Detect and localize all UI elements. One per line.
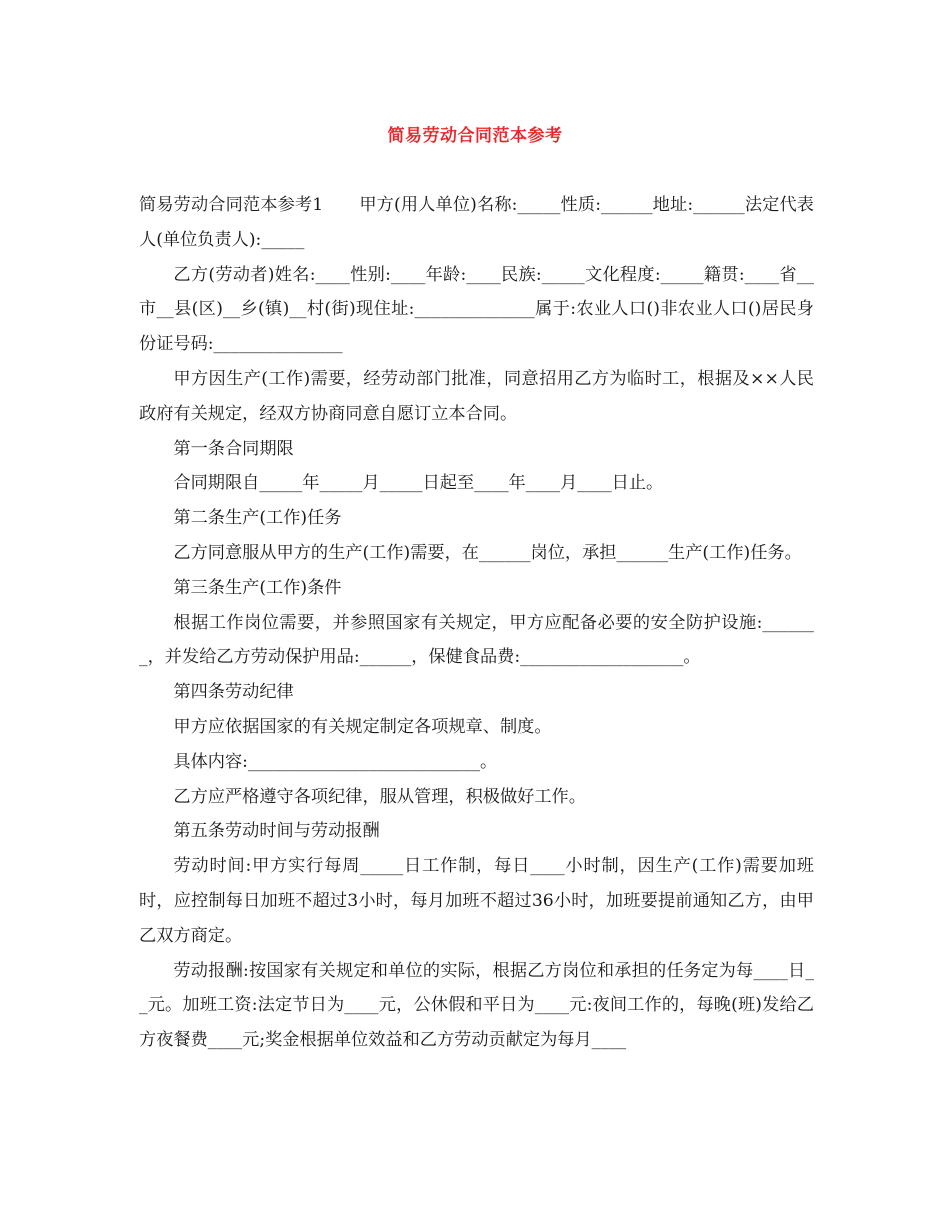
article-5-title: 第五条劳动时间与劳动报酬	[173, 821, 380, 842]
article-2-text: 乙方同意服从甲方的生产(工作)需要，在______岗位，承担______生产(工作)任务。	[173, 542, 802, 563]
intro-paragraph	[139, 188, 814, 258]
article-4-title: 第四条劳动纪律	[173, 682, 294, 703]
article-5-text-1: 劳动时间:甲方实行每周_____日工作制，每日____小时制，因生产(工作)需要加班时，应控制每日加班不超过3小时，每月加班不超过36小时，加班要提前通知乙方，由甲乙双方商定。	[139, 856, 814, 946]
article-1-title: 第一条合同期限	[173, 438, 294, 459]
article-2-title: 第二条生产(工作)任务	[173, 508, 342, 529]
article-3-text: 根据工作岗位需要，并参照国家有关规定，甲方应配备必要的安全防护设施:_______，并发给乙方劳动保护用品:______，保健食品费:___________________。	[139, 612, 814, 668]
document-body	[139, 188, 814, 1058]
party-a-info: 甲方(用人单位)名称:_____性质:______地址:______法定代表人(单位负责人):_____	[139, 195, 814, 250]
article-5-text-2: 劳动报酬:按国家有关规定和单位的实际，根据乙方岗位和承担的任务定为每____日__元。加班工资:法定节日为____元，公休假和平日为____元:夜间工作的，每晚(班)发给乙方夜餐费____元;奖金根据单位效益和乙方劳动贡献定为每月____	[139, 960, 814, 1051]
article-4-text-3: 乙方应严格遵守各项纪律，服从管理，积极做好工作。	[173, 786, 586, 807]
party-b-paragraph: 乙方(劳动者)姓名:____性别:____年龄:____民族:_____文化程度:_____籍贯:____省__市__县(区)__乡(镇)__村(街)现住址:______________属于:农业人口()非农业人口()居民身份证号码:_______________	[139, 264, 814, 355]
article-1-text: 合同期限自_____年_____月_____日起至____年____月____日止。	[173, 473, 664, 494]
article-4-text-1: 甲方应依据国家的有关规定制定各项规章、制度。	[173, 716, 552, 737]
article-4-text-2: 具体内容:___________________________。	[173, 751, 498, 772]
purpose-paragraph: 甲方因生产(工作)需要，经劳动部门批准，同意招用乙方为临时工，根据及××人民政府有关规定，经双方协商同意自愿订立本合同。	[139, 368, 814, 424]
document-title: 简易劳动合同范本参考	[387, 126, 563, 146]
article-3-title: 第三条生产(工作)条件	[173, 577, 342, 598]
intro-label: 简易劳动合同范本参考1	[139, 195, 324, 215]
